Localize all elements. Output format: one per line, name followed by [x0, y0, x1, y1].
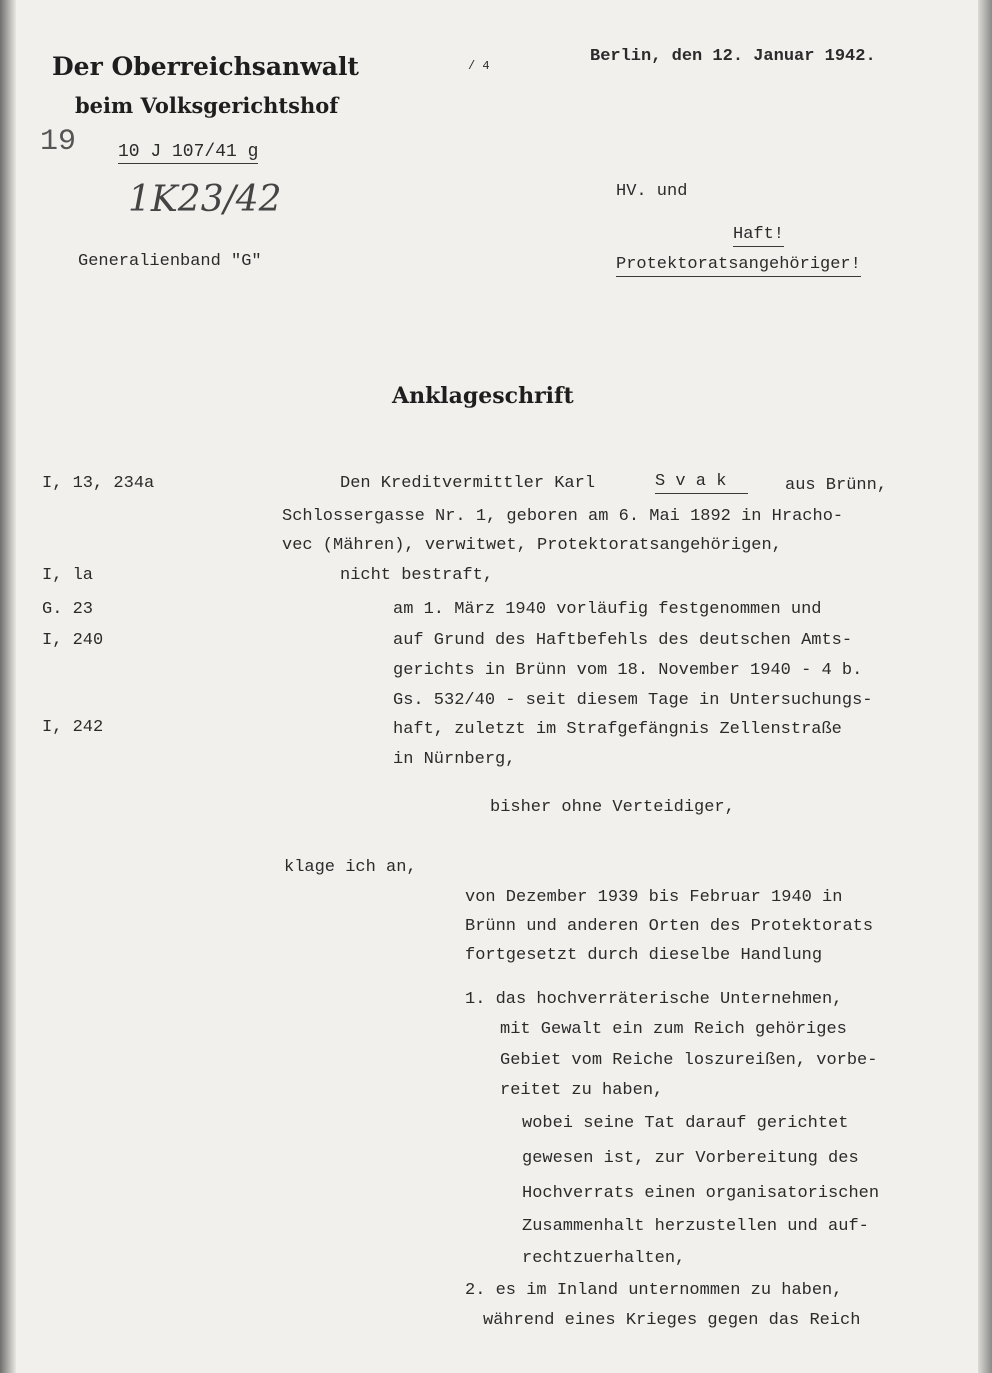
- body-line-21: gewesen ist, zur Vorbereitung des: [522, 1149, 859, 1168]
- body-line-14: Brünn und anderen Orten des Protektorats: [465, 917, 874, 936]
- body-line-20: wobei seine Tat darauf gerichtet: [522, 1114, 849, 1133]
- body-line-4: nicht bestraft,: [340, 566, 494, 585]
- protektorat-note: Protektoratsangehöriger!: [616, 255, 861, 277]
- scan-edge-right: [978, 0, 992, 1373]
- body-line-22: Hochverrats einen organisatorischen: [522, 1184, 880, 1203]
- place-date: Berlin, den 12. Januar 1942.: [590, 47, 876, 66]
- body-line-3: vec (Mähren), verwitwet, Protektoratsangehörigen,: [282, 536, 782, 555]
- body-line-10: in Nürnberg,: [393, 750, 516, 769]
- body-line-17: mit Gewalt ein zum Reich gehöriges: [500, 1020, 847, 1039]
- body-line-7: gerichts in Brünn vom 18. November 1940 - 4 b.: [393, 661, 863, 680]
- body-line-1a: Den Kreditvermittler Karl: [340, 474, 596, 493]
- body-line-18: Gebiet vom Reiche loszureißen, vorbe-: [500, 1051, 878, 1070]
- body-line-19: reitet zu haben,: [500, 1081, 664, 1100]
- document-title: Anklageschrift: [392, 383, 574, 409]
- body-line-5: am 1. März 1940 vorläufig festgenommen und: [393, 600, 822, 619]
- body-line-11: bisher ohne Verteidiger,: [490, 798, 735, 817]
- body-line-12: klage ich an,: [284, 858, 417, 877]
- handwritten-reference: 1K23/42: [128, 179, 282, 220]
- body-line-26: während eines Krieges gegen das Reich: [483, 1311, 861, 1330]
- body-line-2: Schlossergasse Nr. 1, geboren am 6. Mai 1892 in Hracho-: [282, 507, 844, 526]
- body-line-23: Zusammenhalt herzustellen und auf-: [522, 1217, 869, 1236]
- page-mark: 19: [40, 125, 77, 159]
- haft-note: Haft!: [733, 225, 784, 247]
- body-line-24: rechtzuerhalten,: [522, 1249, 686, 1268]
- file-number: 10 J 107/41 g: [118, 142, 259, 162]
- small-mark: / 4: [468, 59, 490, 73]
- hv-note: HV. und: [616, 182, 688, 201]
- authority-line-2: beim Volksgerichtshof: [75, 93, 339, 118]
- authority-line-1: Der Oberreichsanwalt: [52, 52, 359, 81]
- scan-edge-left: [0, 0, 16, 1373]
- body-line-9: haft, zuletzt im Strafgefängnis Zellenstraße: [393, 720, 842, 739]
- margin-ref-4: I, 240: [42, 631, 104, 650]
- general-volume: Generalienband "G": [78, 252, 262, 271]
- body-line-15: fortgesetzt durch dieselbe Handlung: [465, 946, 823, 965]
- body-line-25: 2. es im Inland unternommen zu haben,: [465, 1281, 843, 1300]
- margin-ref-3: G. 23: [42, 600, 94, 619]
- margin-ref-2: I, la: [42, 566, 94, 585]
- body-line-16: 1. das hochverräterische Unternehmen,: [465, 990, 843, 1009]
- margin-ref-1: I, 13, 234a: [42, 474, 155, 493]
- body-line-13: von Dezember 1939 bis Februar 1940 in: [465, 888, 843, 907]
- body-line-8: Gs. 532/40 - seit diesem Tage in Untersuchungs-: [393, 691, 873, 710]
- body-line-1b: aus Brünn,: [785, 476, 888, 495]
- defendant-name: S v a k: [655, 472, 748, 494]
- margin-ref-5: I, 242: [42, 718, 104, 737]
- body-line-6: auf Grund des Haftbefehls des deutschen Amts-: [393, 631, 853, 650]
